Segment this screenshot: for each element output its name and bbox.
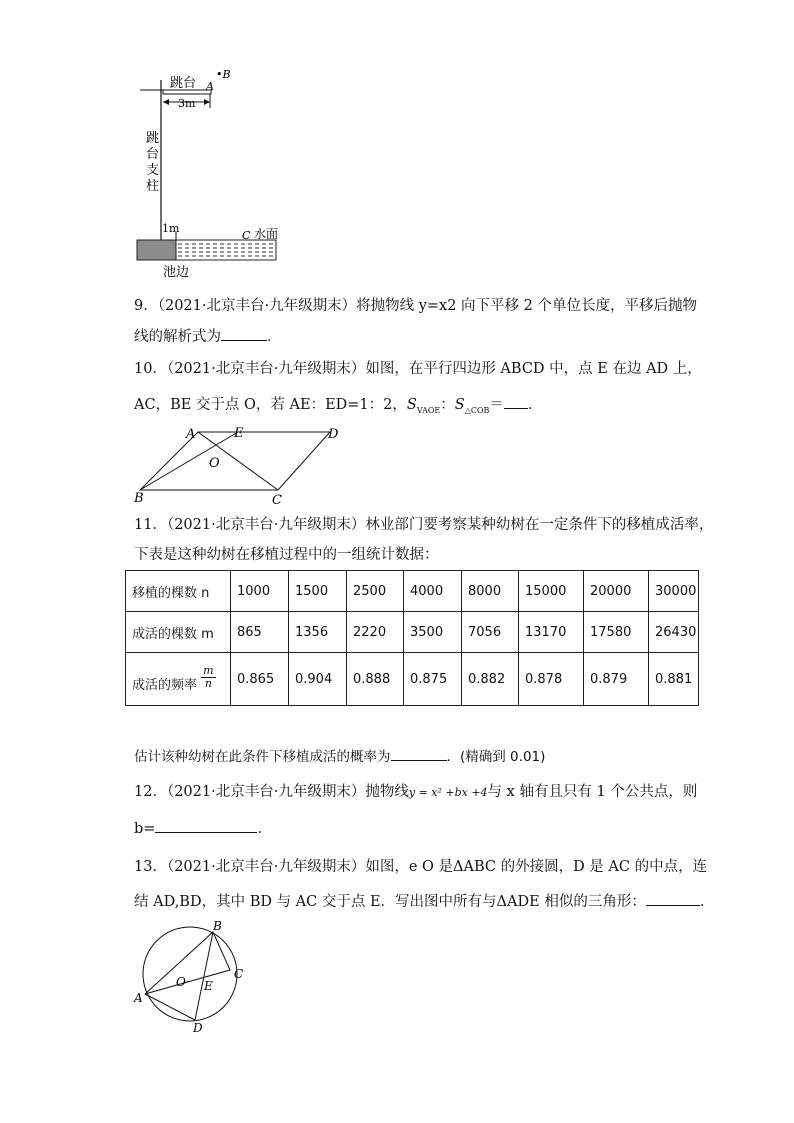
table-cell: 17580: [584, 612, 649, 653]
table-cell: 0.888: [347, 653, 404, 706]
q10-text: AC，BE 交于点 O，若 AE：ED=1：2，: [134, 397, 407, 413]
q10-area-2: S: [454, 397, 465, 413]
q11-estimate: [134, 746, 545, 767]
label-water-surface: 水面: [254, 227, 279, 241]
row-header-planted: 移植的棵数 n: [126, 571, 231, 612]
table-cell: 0.865: [231, 653, 289, 706]
table-row: [126, 571, 699, 612]
q10-line-1: 10．（2021·北京丰台·九年级期末）如图，在平行四边形 ABCD 中，点 E 在边 AD 上，: [134, 361, 702, 377]
label-1m: 1m: [162, 222, 180, 235]
table-cell: 15000: [519, 571, 584, 612]
table-cell: 26430: [649, 612, 699, 653]
table-cell: 1500: [289, 571, 347, 612]
fig13-label-d: D: [193, 1021, 203, 1035]
table-cell: 20000: [584, 571, 649, 612]
table-cell: 8000: [462, 571, 519, 612]
q13-line-2: [134, 891, 704, 912]
fig10-label-o: O: [209, 456, 220, 471]
label-point-c: C: [242, 229, 251, 242]
q12-formula: y = x² +bx +4: [408, 786, 488, 799]
fraction-denominator: n: [204, 677, 212, 690]
q12-text: 12．（2021·北京丰台·九年级期末）抛物线: [134, 784, 409, 800]
fig10-label-b: B: [134, 491, 144, 506]
label-pillar-1: 跳: [146, 131, 160, 146]
q9-end: ．: [267, 329, 282, 345]
label-point-b: •B: [216, 68, 231, 81]
q11-line-2: 下表是这种幼树在移植过程中的一组统计数据：: [134, 547, 439, 563]
table-cell: 0.875: [404, 653, 462, 706]
label-3m: 3m: [178, 97, 196, 110]
fig10-label-a: A: [186, 427, 196, 442]
q9-line-2: [134, 326, 282, 347]
table-cell: 7056: [462, 612, 519, 653]
q10-equals: ＝: [489, 397, 504, 413]
table-cell: 1356: [289, 612, 347, 653]
frequency-label: 成活的频率: [132, 678, 198, 693]
q10-end: ．: [527, 397, 543, 413]
q10-answer-blank[interactable]: [504, 394, 528, 409]
fig10-label-d: D: [328, 427, 339, 442]
q10-area-1: S: [406, 397, 417, 413]
q10-area-1-sub: VAOE: [416, 405, 441, 415]
q10-colon: ：: [440, 397, 455, 413]
q13-answer-blank[interactable]: [646, 891, 700, 906]
label-platform: 跳台: [170, 76, 197, 91]
circle-figure: [130, 920, 260, 1040]
row-header-survived: 成活的棵数 m: [126, 612, 231, 653]
q11-answer-blank[interactable]: [391, 746, 447, 761]
q12-line-2: [134, 818, 272, 839]
table-cell: 30000: [649, 571, 699, 612]
fig13-label-b: B: [213, 920, 222, 933]
q12-end: ．: [257, 821, 272, 837]
table-cell: 2220: [347, 612, 404, 653]
row-header-frequency: [126, 653, 231, 706]
statistics-table: [125, 570, 699, 706]
table-cell: 0.881: [649, 653, 699, 706]
label-pool-edge: 池边: [163, 265, 190, 280]
q10-area-2-sub: △COB: [464, 405, 490, 415]
fig13-label-a: A: [134, 991, 143, 1005]
table-cell: 0.882: [462, 653, 519, 706]
fig10-label-c: C: [272, 493, 282, 508]
fraction-numerator: m: [203, 664, 214, 677]
table-cell: 3500: [404, 612, 462, 653]
table-cell: 1000: [231, 571, 289, 612]
table-cell: 0.879: [584, 653, 649, 706]
table-cell: 0.904: [289, 653, 347, 706]
q12-text-post: 与 x 轴有且只有 1 个公共点，则: [487, 784, 698, 800]
label-pillar-4: 柱: [146, 179, 160, 194]
q12-answer-blank[interactable]: [155, 818, 257, 833]
q10-line-2: [134, 394, 542, 421]
label-pillar-3: 支: [146, 163, 160, 178]
parallelogram-figure: [130, 422, 350, 508]
fig13-label-e: E: [204, 979, 213, 993]
q12-b-label: b=: [134, 821, 156, 837]
table-cell: 4000: [404, 571, 462, 612]
fraction-m-over-n: [201, 665, 215, 690]
label-pillar-2: 台: [146, 147, 160, 162]
q11-estimate-end: ．(精确到 0.01): [446, 749, 546, 765]
q12-line-1: [134, 782, 697, 803]
table-cell: 2500: [347, 571, 404, 612]
q13-end: .: [699, 894, 705, 910]
label-point-a: A: [206, 80, 214, 93]
fig13-label-o: O·: [176, 975, 190, 989]
q9-line-1: 9．（2021·北京丰台·九年级期末）将抛物线 y=x2 向下平移 2 个单位长度，平移后抛物: [134, 298, 697, 314]
q9-answer-blank[interactable]: [221, 326, 267, 341]
table-row: [126, 653, 699, 706]
q9-text: 线的解析式为: [134, 329, 221, 345]
table-cell: 13170: [519, 612, 584, 653]
fig13-label-c: C: [234, 967, 244, 981]
q11-line-1: 11．（2021·北京丰台·九年级期末）林业部门要考察某种幼树在一定条件下的移植成活率，: [134, 517, 714, 533]
q11-estimate-text: 估计该种幼树在此条件下移植成活的概率为: [134, 749, 391, 765]
q13-line-1: 13．（2021·北京丰台·九年级期末）如图，e O 是ΔABC 的外接圆，D 是 AC 的中点，连: [134, 859, 708, 875]
table-cell: 0.878: [519, 653, 584, 706]
fig10-label-e: E: [234, 426, 244, 441]
table-row: [126, 612, 699, 653]
diving-platform-figure: [130, 62, 290, 282]
table-cell: 865: [231, 612, 289, 653]
q13-text: 结 AD,BD，其中 BD 与 AC 交于点 E．写出图中所有与ΔADE 相似的三角形：: [134, 894, 646, 910]
